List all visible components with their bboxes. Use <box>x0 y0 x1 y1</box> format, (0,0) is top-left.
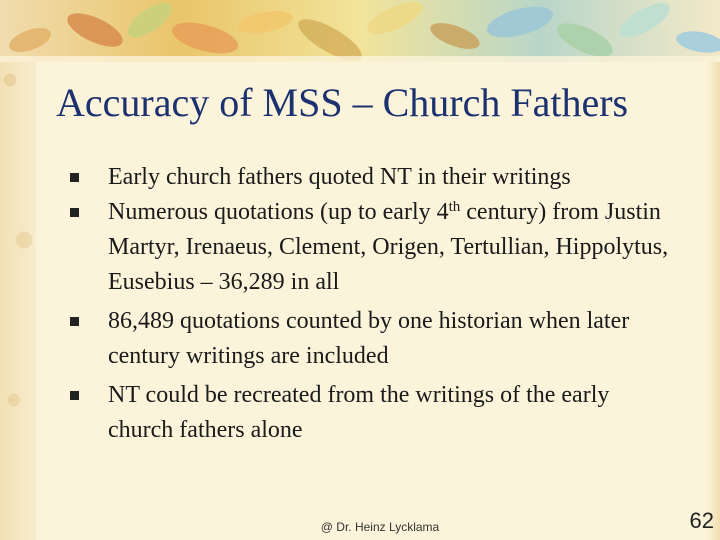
bullet-text: 86,489 quotations counted by one historian when later century writings are included <box>108 308 630 369</box>
bullet-item <box>70 304 670 374</box>
bullet-text: Early church fathers quoted NT in their writings <box>108 164 571 190</box>
bullet-item <box>70 195 670 300</box>
bullet-item <box>70 160 670 195</box>
bullet-item <box>70 378 670 448</box>
square-bullet-icon <box>70 173 79 182</box>
right-decorative-strip <box>706 60 720 540</box>
square-bullet-icon <box>70 208 79 217</box>
page-number: 62 <box>689 508 714 533</box>
slide-title: Accuracy of MSS – Church Fathers <box>56 80 629 125</box>
square-bullet-icon <box>70 317 79 326</box>
bullet-text-part: century) from Justin Martyr, Irenaeus, Clement, Origen, Tertullian, Hippolytus, Eusebius – 36,289 in all <box>108 199 669 295</box>
left-decorative-strip <box>0 0 36 540</box>
bullet-text-part: Numerous quotations (up to early 4 <box>108 199 449 225</box>
footer-author: @ Dr. Heinz Lycklama <box>320 520 440 534</box>
decorative-banner <box>0 0 720 62</box>
bullet-list <box>70 160 670 452</box>
square-bullet-icon <box>70 391 79 400</box>
superscript: th <box>448 199 461 215</box>
bullet-text: NT could be recreated from the writings of the early church fathers alone <box>108 382 610 443</box>
